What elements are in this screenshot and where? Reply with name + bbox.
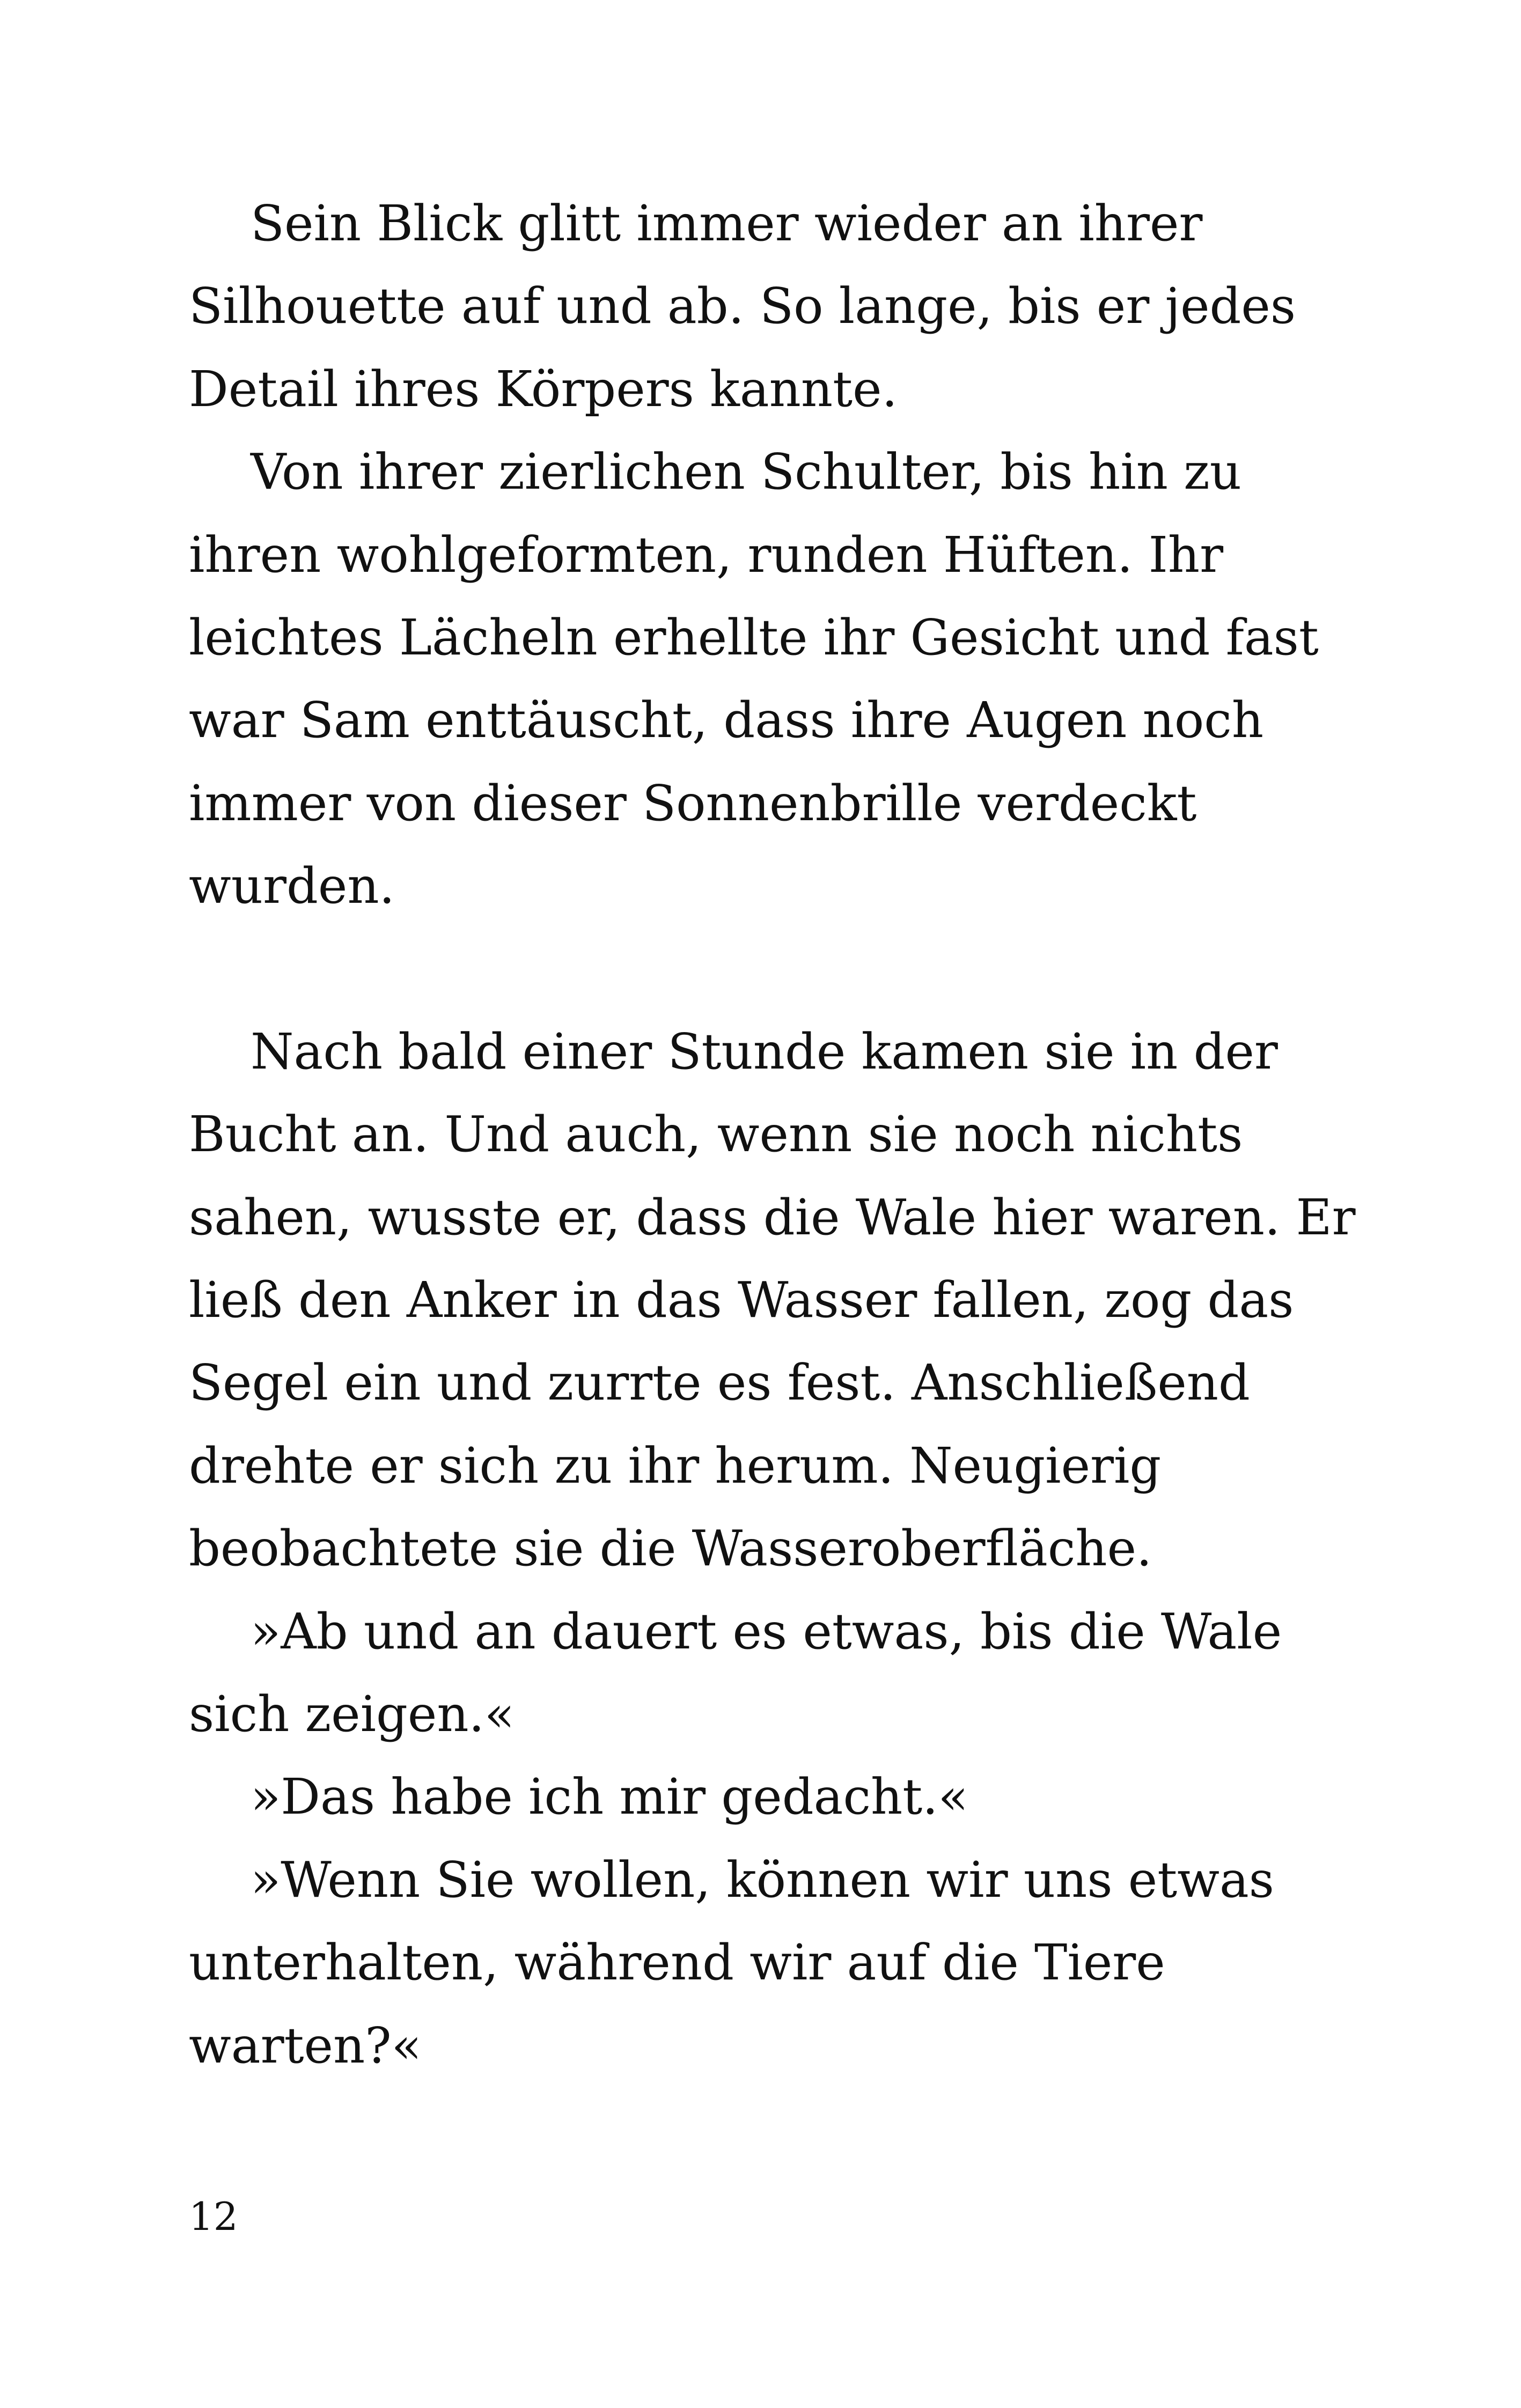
text-line: Silhouette auf und ab. So lange, bis er jedes <box>189 277 1296 335</box>
text-line: warten?« <box>189 2016 422 2074</box>
text-line: »Ab und an dauert es etwas, bis die Wale <box>251 1602 1282 1660</box>
text-line: Segel ein und zurrte es fest. Anschließend <box>189 1354 1250 1412</box>
text-line: »Wenn Sie wollen, können wir uns etwas <box>251 1851 1275 1909</box>
text-line: wurden. <box>189 857 395 915</box>
text-line: Von ihrer zierlichen Schulter, bis hin zu <box>251 443 1242 501</box>
text-line: »Das habe ich mir gedacht.« <box>251 1768 968 1826</box>
text-line: leichtes Lächeln erhellte ihr Gesicht und fast <box>189 608 1319 666</box>
text-line: drehte er sich zu ihr herum. Neugierig <box>189 1437 1162 1494</box>
text-line: beobachtete sie die Wasseroberfläche. <box>189 1520 1152 1578</box>
text-line: ihren wohlgeformten, runden Hüften. Ihr <box>189 526 1224 584</box>
text-line: sahen, wusste er, dass die Wale hier waren. Er <box>189 1188 1356 1246</box>
text-line: Bucht an. Und auch, wenn sie noch nichts <box>189 1106 1243 1164</box>
text-line: unterhalten, während wir auf die Tiere <box>189 1934 1165 1992</box>
text-line: war Sam enttäuscht, dass ihre Augen noch <box>189 691 1264 749</box>
text-line: Nach bald einer Stunde kamen sie in der <box>251 1022 1278 1080</box>
text-line: Sein Blick glitt immer wieder an ihrer <box>251 195 1203 252</box>
page-number: 12 <box>189 2194 238 2239</box>
text-line: ließ den Anker in das Wasser fallen, zog das <box>189 1271 1294 1329</box>
text-line: sich zeigen.« <box>189 1685 515 1743</box>
text-line: immer von dieser Sonnenbrille verdeckt <box>189 774 1197 832</box>
text-line: Detail ihres Körpers kannte. <box>189 360 898 418</box>
section-break <box>189 928 1273 1011</box>
page-body <box>189 182 1356 2087</box>
